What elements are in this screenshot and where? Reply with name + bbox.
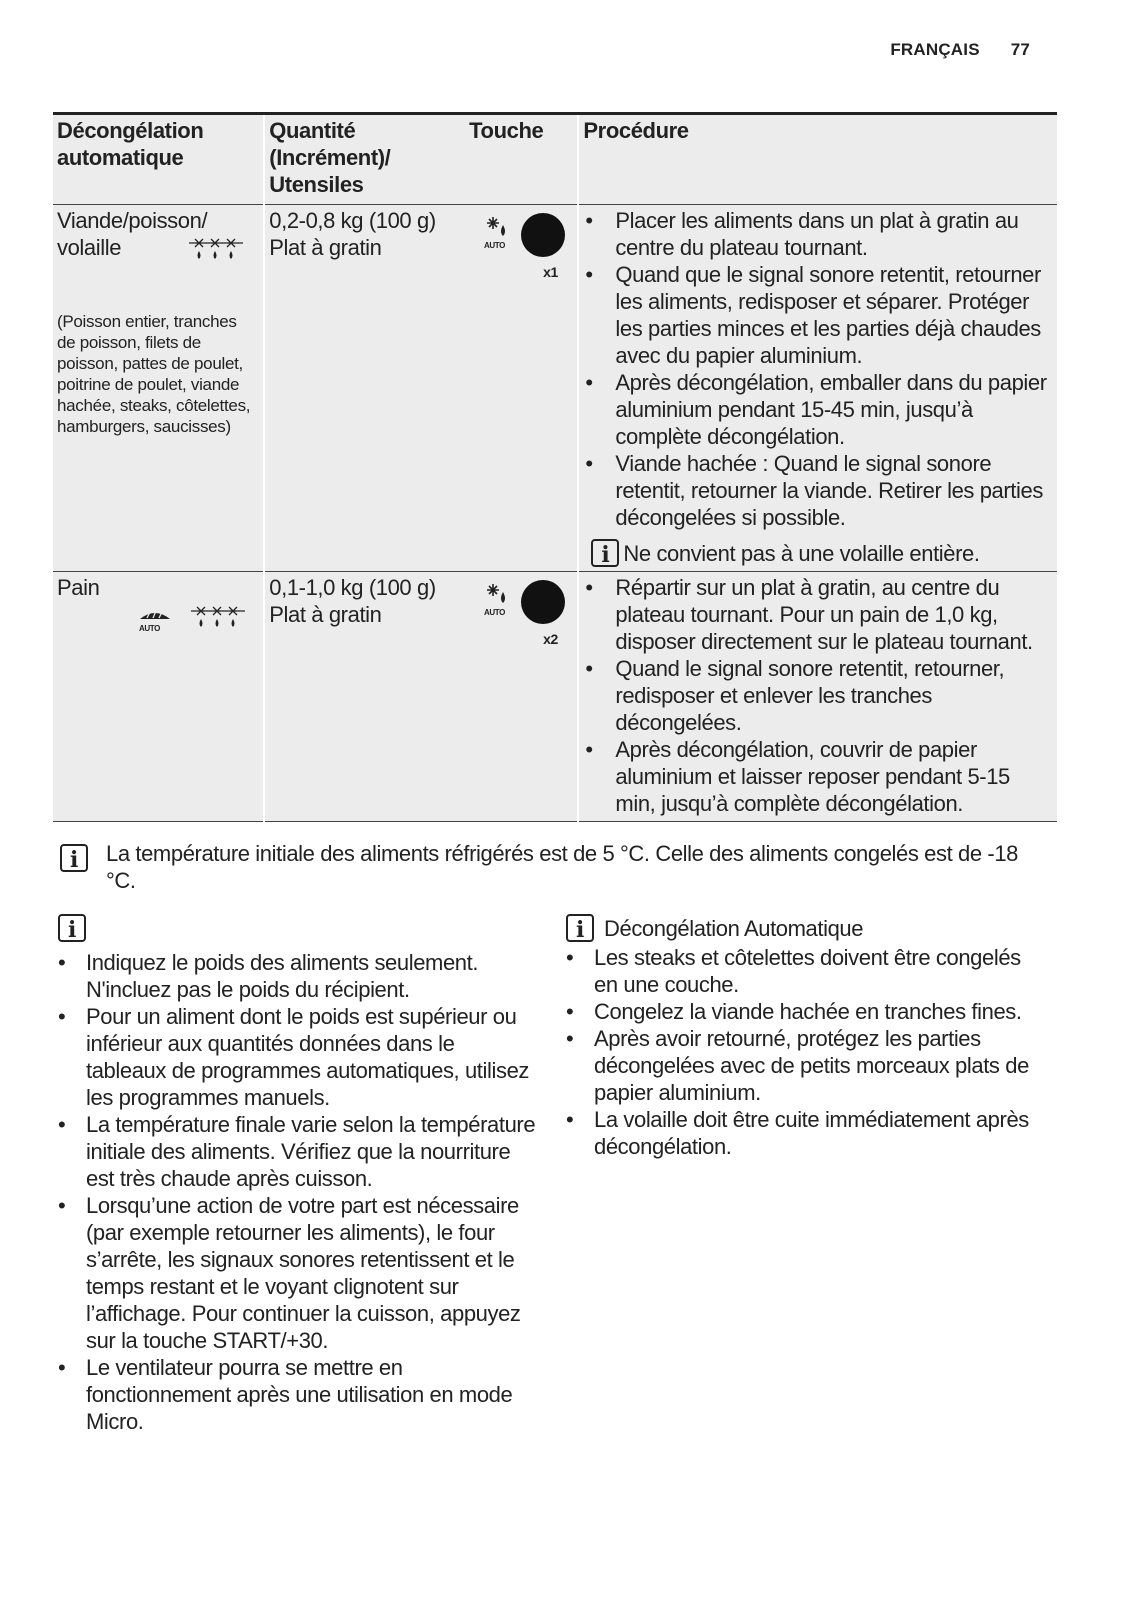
press-count: x1 bbox=[543, 264, 558, 280]
auto-defrost-icon bbox=[483, 582, 513, 624]
list-item: • Après décongélation, couvrir de papier aluminium et laisser reposer pendant 5-15 min, jusqu’à complète décongélation. bbox=[615, 736, 1053, 817]
auto-defrost-icon bbox=[483, 215, 513, 257]
table-header-row bbox=[53, 114, 1057, 205]
list-item: • La volaille doit être cuite immédiatement après décongélation. bbox=[594, 1106, 1038, 1160]
info-icon: i bbox=[591, 539, 619, 567]
procedure-list bbox=[583, 574, 1053, 817]
temperature-note-text: La température initiale des aliments réfrigérés est de 5 °C. Celle des aliments congelés est de -18 °C. bbox=[106, 841, 1019, 893]
list-item: • Placer les aliments dans un plat à gratin au centre du plateau tournant. bbox=[615, 207, 1053, 261]
temperature-note bbox=[60, 840, 1030, 894]
left-notes-list bbox=[58, 949, 536, 1435]
touch-knob bbox=[521, 580, 565, 624]
header-defrost: Décongélation automatique bbox=[53, 114, 264, 205]
info-text: Ne convient pas à une volaille entière. bbox=[623, 540, 980, 566]
header-quantity: Quantité (Incrément)/ Utensiles bbox=[264, 114, 465, 205]
food-label: Viande/poisson/ volaille bbox=[57, 208, 208, 260]
info-note bbox=[591, 539, 1053, 567]
food-note: (Poisson entier, tranches de poisson, filets de poisson, pattes de poulet, poitrine de poulet, viande hachée, steaks, côtelettes, hamburgers, saucisses) bbox=[57, 312, 251, 436]
svg-text:AUTO: AUTO bbox=[139, 624, 160, 633]
food-label: Pain bbox=[57, 575, 100, 600]
header-procedure: Procédure bbox=[578, 114, 1057, 205]
quantity-value: 0,1-1,0 kg (100 g) bbox=[269, 575, 436, 600]
list-item: • Les steaks et côtelettes doivent être congelés en une couche. bbox=[594, 944, 1038, 998]
right-notes bbox=[566, 914, 1038, 1160]
list-item: • Après décongélation, emballer dans du papier aluminium pendant 15-45 min, jusqu’à complète décongélation. bbox=[615, 369, 1053, 450]
press-count: x2 bbox=[543, 631, 558, 647]
list-item: • La température finale varie selon la température initiale des aliments. Vérifiez que la nourriture est très chaude après cuisson. bbox=[86, 1111, 536, 1192]
info-icon: i bbox=[58, 914, 86, 942]
header-touch: Touche bbox=[465, 114, 578, 205]
defrost-drops-icon bbox=[189, 605, 247, 639]
list-item: • Pour un aliment dont le poids est supérieur ou inférieur aux quantités données dans le tableaux de programmes automatiques, utilisez les programmes manuels. bbox=[86, 1003, 536, 1111]
list-item: • Quand que le signal sonore retentit, retourner les aliments, redisposer et séparer. Protéger les parties minces et les parties déjà chaudes avec du papier aluminium. bbox=[615, 261, 1053, 369]
list-item: • Lorsqu’une action de votre part est nécessaire (par exemple retourner les aliments), le four s’arrête, les signaux sonores retentissent et le temps restant et le voyant clignotent sur l’affichage. Pour continuer la cuisson, appuyez sur la touche START/+30. bbox=[86, 1192, 536, 1354]
table-row-bread bbox=[53, 572, 1057, 822]
touch-knob bbox=[521, 213, 565, 257]
svg-text:AUTO: AUTO bbox=[484, 608, 506, 617]
defrost-drops-icon bbox=[187, 237, 245, 269]
list-item: • Quand le signal sonore retentit, retourner, redisposer et enlever les tranches décongelées. bbox=[615, 655, 1053, 736]
list-item: • Le ventilateur pourra se mettre en fonctionnement après une utilisation en mode Micro. bbox=[86, 1354, 536, 1435]
list-item: • Viande hachée : Quand le signal sonore retentit, retourner la viande. Retirer les parties décongelées si possible. bbox=[615, 450, 1053, 531]
list-item: • Congelez la viande hachée en tranches fines. bbox=[594, 998, 1038, 1025]
bread-icon bbox=[137, 605, 173, 639]
page-header bbox=[890, 40, 1030, 60]
utensil-value: Plat à gratin bbox=[269, 602, 382, 627]
quantity-value: 0,2-0,8 kg (100 g) bbox=[269, 208, 436, 233]
left-notes bbox=[58, 914, 536, 1435]
list-item: • Répartir sur un plat à gratin, au centre du plateau tournant. Pour un pain de 1,0 kg, disposer directement sur le plateau tournant. bbox=[615, 574, 1053, 655]
svg-text:AUTO: AUTO bbox=[484, 241, 506, 250]
procedure-list bbox=[583, 207, 1053, 531]
language-label: FRANÇAIS bbox=[890, 40, 980, 59]
table-row-meat bbox=[53, 205, 1057, 572]
list-item: • Indiquez le poids des aliments seulement. N'incluez pas le poids du récipient. bbox=[86, 949, 536, 1003]
list-item: • Après avoir retourné, protégez les parties décongelées avec de petits morceaux plats de papier aluminium. bbox=[594, 1025, 1038, 1106]
page-number: 77 bbox=[1010, 40, 1030, 59]
info-icon: i bbox=[566, 914, 594, 942]
info-icon: i bbox=[60, 844, 88, 872]
auto-defrost-table bbox=[53, 112, 1057, 822]
right-notes-title: Décongélation Automatique bbox=[604, 915, 864, 941]
utensil-value: Plat à gratin bbox=[269, 235, 382, 260]
right-notes-list bbox=[566, 944, 1038, 1160]
